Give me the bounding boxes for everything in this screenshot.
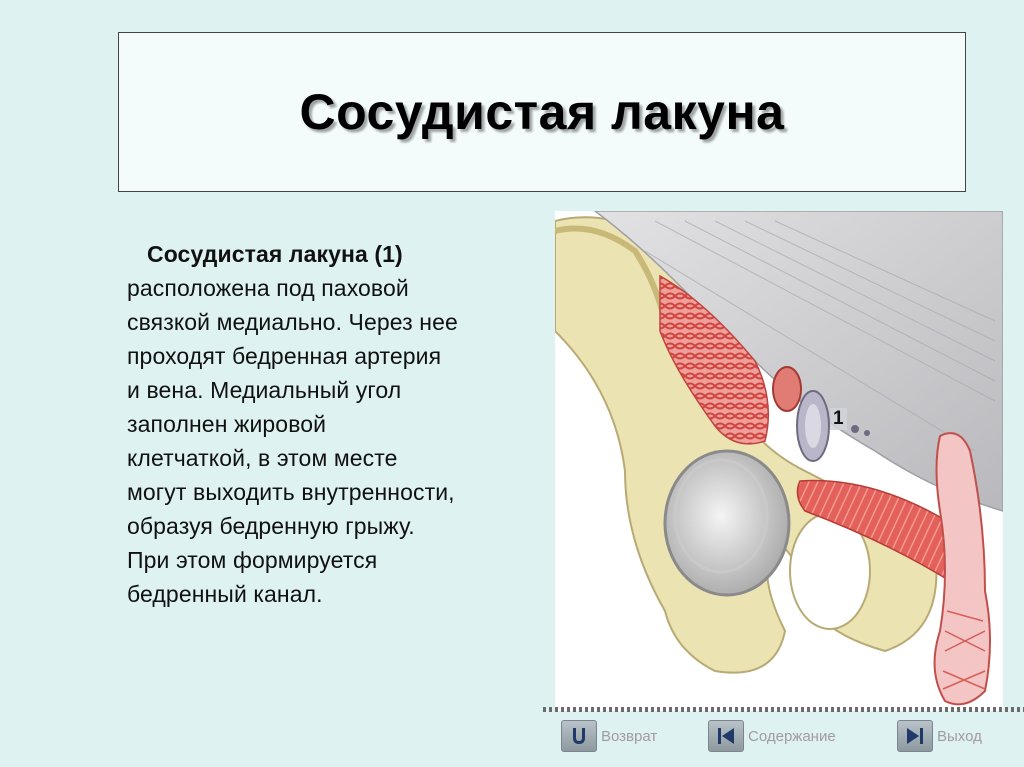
body-line: проходят бедренная артерия <box>127 343 442 369</box>
exit-label: Выход <box>937 727 982 745</box>
title-box <box>118 32 966 192</box>
exit-button[interactable] <box>897 720 982 752</box>
body-line: При этом формируется <box>127 547 378 573</box>
contents-label: Содержание <box>748 727 836 745</box>
slide-body <box>127 237 547 611</box>
figure-marker: 1 <box>830 408 847 430</box>
body-line: могут выходить внутренности, <box>127 479 455 505</box>
body-line: связкой медиально. Через нее <box>127 309 458 335</box>
anatomy-illustration <box>555 211 1003 711</box>
u-turn-icon <box>561 720 597 752</box>
body-line: бедренный канал. <box>127 581 323 607</box>
vascular-lacuna-drawing <box>555 211 1003 711</box>
body-lead: Сосудистая лакуна (1) <box>147 241 403 267</box>
body-line: образуя бедренную грыжу. <box>127 513 415 539</box>
body-line: расположена под паховой <box>127 275 409 301</box>
contents-button[interactable] <box>708 720 836 752</box>
skip-forward-icon <box>897 720 933 752</box>
back-button[interactable] <box>561 720 657 752</box>
back-label: Возврат <box>601 727 658 745</box>
body-line: заполнен жировой <box>127 411 327 437</box>
slide-title: Сосудистая лакуна <box>299 84 785 140</box>
body-line: и вена. Медиальный угол <box>127 377 402 403</box>
nav-divider <box>543 707 1024 712</box>
skip-back-icon <box>708 720 744 752</box>
body-line: клетчаткой, в этом месте <box>127 445 398 471</box>
